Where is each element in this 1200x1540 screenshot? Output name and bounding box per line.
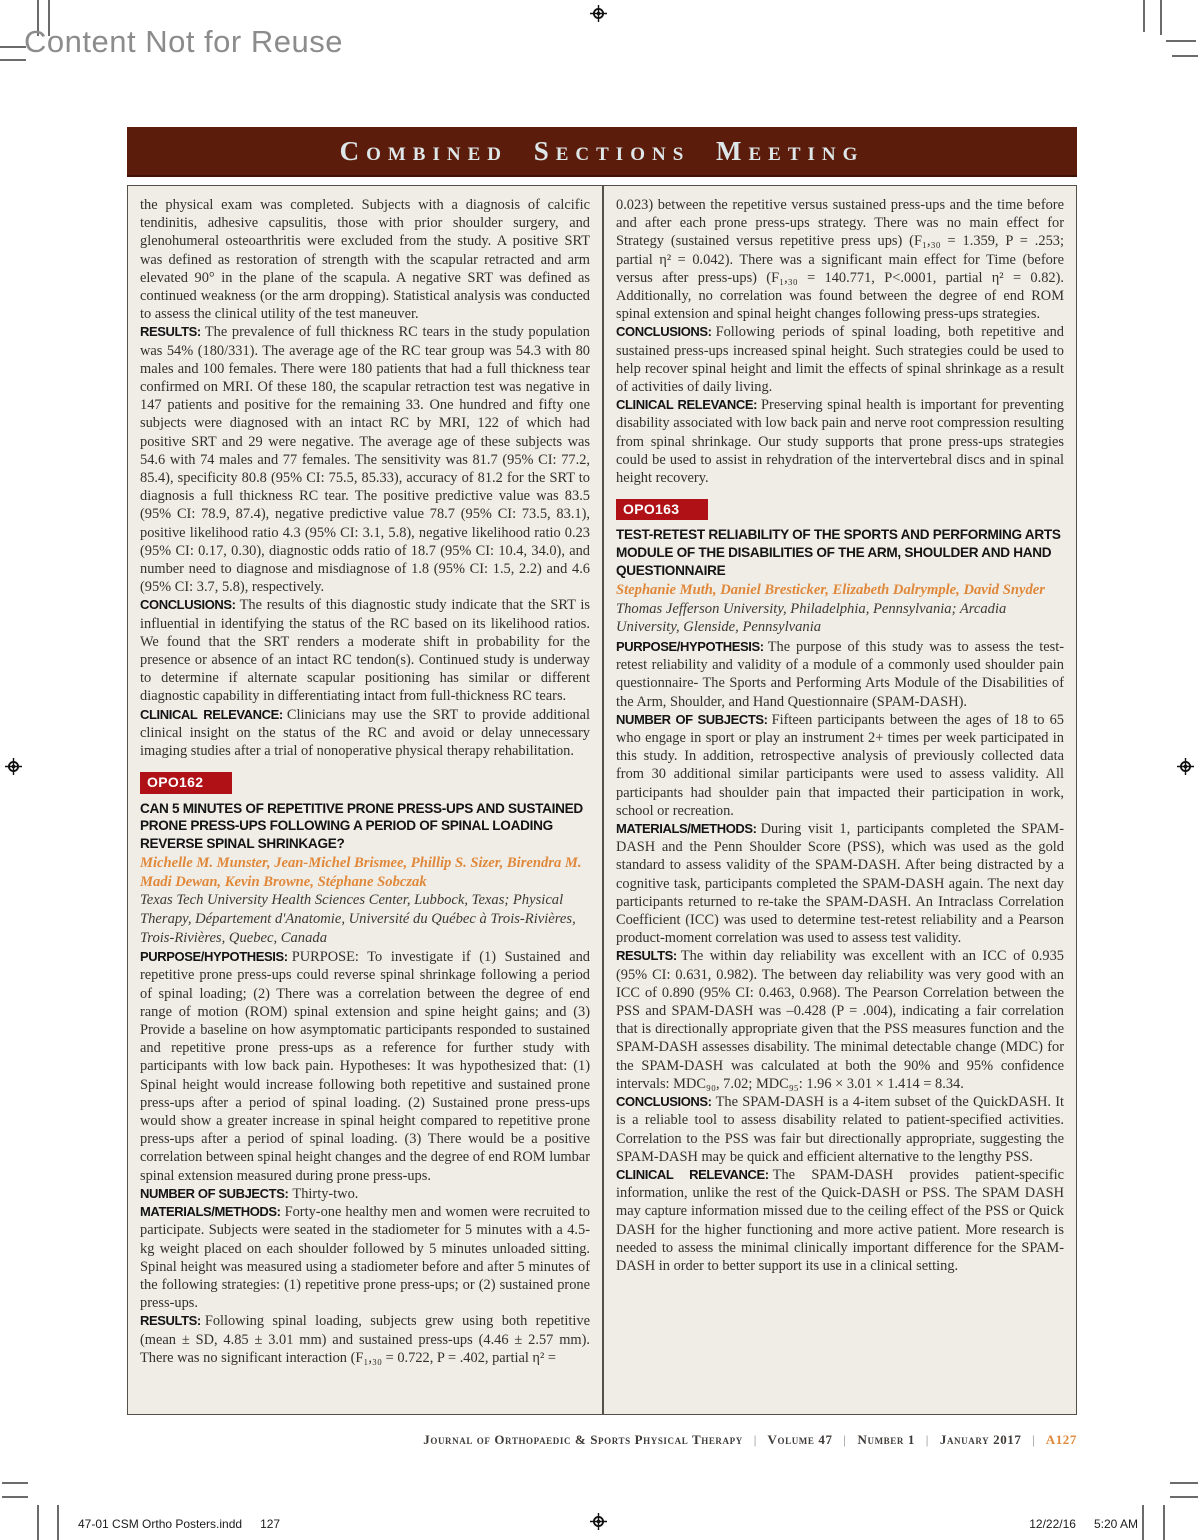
slug-filename-text: 47-01 CSM Ortho Posters.indd bbox=[78, 1517, 243, 1531]
paragraph-text: Following periods of spinal loading, both repetitive and sustained press-ups increased spinal height. Such strategies could be used to help recover spinal height and limit the effects of spinal shrinkage as a result of activities of daily living. bbox=[616, 324, 1064, 396]
footer-separator: | bbox=[843, 1432, 847, 1447]
paragraph-text: Fifteen participants between the ages of 18 to 65 who engage in sport or play an instrument 2+ times per week participated in this study. In addition, retrospective analysis of previously collected data from 30 additional similar participants were used to assess validity. All participants had shoulder pain that impacted their participation in work, school or recreation. bbox=[616, 711, 1064, 819]
conclusions-paragraph bbox=[616, 1093, 1064, 1166]
paragraph-text: Thirty-two. bbox=[292, 1185, 359, 1202]
clinical-relevance-paragraph bbox=[616, 396, 1064, 487]
section-label: NUMBER OF SUBJECTS: bbox=[616, 711, 768, 727]
paragraph-text: Forty-one healthy men and women were recruited to participate. Subjects were seated in the stadiometer for 5 minutes with a 4.5-kg weight placed on each shoulder followed by 5 minutes unloaded sitting. Spinal height was measured using a stadiometer before and after 5 minutes of the following strategies: (1) repetitive prone press-ups; or (2) sustained prone press-ups. bbox=[140, 1204, 590, 1312]
paragraph-text: The results of this diagnostic study indicate that the SRT is influential in identifying the status of the RC based on its likelihood ratios. We found that the SRT renders a moderate shift in probability for the presence or absence of an intact RC tendon(s). Continued study is underway to determine if alternate scapular positioning has similar or different diagnostic capability in differentiating intact from full-thickness RC tears. bbox=[140, 597, 590, 705]
footer-separator: | bbox=[925, 1432, 929, 1447]
journal-footer bbox=[423, 1432, 1077, 1448]
paragraph-text: The SPAM-DASH is a 4-item subset of the QuickDASH. It is a reliable tool to assess disability related to patient-specified activities. Correlation to the PSS was fair but directionally appropriate, suggesting the SPAM-DASH may be quick and efficient alternative to the lengthy PSS. bbox=[616, 1094, 1064, 1165]
crop-mark bbox=[1160, 0, 1162, 35]
footer-separator: | bbox=[1032, 1432, 1036, 1447]
paragraph-text: The prevalence of full thickness RC tears in the study population was 54% (180/331). The average age of the RC tear group was 54.3 with 80 males and 100 females. There were 180 patients that had a full thickness tear confirmed on MRI. Of these 180, the scapular retraction test was negative in 147 patients and positive for the remaining 33. One hundred and fifty one subjects were diagnosed with an intact RC by MRI, 122 of which had positive SRT and 29 were negative. The average age of these subjects was 54.6 with 74 males and 77 females. The sensitivity was 81.7 (95% CI: 77.2, 85.4), specificity 80.8 (95% CI: 75.5, 85.33), accuracy of 81.2 for the SRT to diagnosis a full thickness RC tear. The positive predictive value was 83.5 (95% CI: 78.9, 87.4), negative predictive value 78.7 (95% CI: 73.5, 83.1), positive likelihood ratio 4.3 (95% CI: 3.1, 5.8), negative likelihood ratio 0.23 (95% CI: 0.17, 0.30), diagnostic odds ratio of 18.7 (95% CI: 10.4, 34.0), and number need to diagnose and misdiagnose of 1.8 (95% CI: 1.5, 2.2) and 4.6 (95% CI: 3.7, 5.8), respectively. bbox=[140, 324, 590, 596]
section-label: CONCLUSIONS: bbox=[616, 324, 712, 340]
conclusions-paragraph bbox=[140, 596, 590, 705]
footer-page-number: A127 bbox=[1045, 1432, 1077, 1447]
abstract-affiliation: Texas Tech University Health Sciences Center, Lubbock, Texas; Physical Therapy, Département d'Anatomie, Université du Québec à Trois-Rivières, Trois-Rivières, Quebec, Canada bbox=[140, 892, 576, 946]
section-label: CLINICAL RELEVANCE: bbox=[616, 397, 758, 413]
abstracts-content-box bbox=[127, 185, 1077, 1415]
abstract-title: CAN 5 MINUTES OF REPETITIVE PRONE PRESS-UPS AND SUSTAINED PRONE PRESS-UPS FOLLOWING A PERIOD OF SPINAL LOADING REVERSE SPINAL SHRINKAGE? bbox=[140, 800, 583, 851]
crop-mark bbox=[1170, 1482, 1198, 1484]
registration-mark-icon bbox=[590, 1513, 607, 1530]
abstract-continuation-paragraph bbox=[140, 196, 590, 323]
crop-mark bbox=[2, 1482, 28, 1484]
subjects-paragraph bbox=[140, 1185, 590, 1203]
registration-mark-icon bbox=[5, 758, 22, 775]
paragraph-text: Clinicians may use the SRT to provide additional clinical insight on the status of the RC and avoid or delay unnecessary imaging studies after a trial of nonoperative physical therapy rehabilitation. bbox=[140, 706, 590, 760]
crop-mark bbox=[1142, 1505, 1144, 1540]
abstract-id-badge: OPO163 bbox=[616, 499, 708, 520]
section-label: RESULTS: bbox=[616, 948, 677, 964]
conclusions-paragraph bbox=[616, 323, 1064, 396]
methods-paragraph bbox=[616, 820, 1064, 947]
section-label: CONCLUSIONS: bbox=[140, 597, 236, 613]
crop-mark bbox=[57, 1505, 59, 1540]
clinical-relevance-paragraph bbox=[140, 706, 590, 761]
paragraph-text: PURPOSE: To investigate if (1) Sustained and repetitive prone press-ups could reverse spinal shrinkage following a period of spinal loading; (2) There was a correlation between the degree of end range of motion (ROM) spinal extension and spine height gains; and (3) Provide a baseline on how asymptomatic participants responded to sustained and repetitive prone press-ups as a reference for further study with participants with low back pain. Hypotheses: It was hypothesized that: (1) Spinal height would increase following both repetitive and sustained prone press-ups after a period of spinal loading. (2) Sustained prone press-ups would show a greater increase in spinal height compared to repetitive prone press-ups after a period of spinal loading. (3) There would be a positive correlation between spinal height changes and the degree of end ROM lumbar spinal extension measured during prone press-ups. bbox=[140, 949, 590, 1184]
section-label: NUMBER OF SUBJECTS: bbox=[140, 1185, 289, 1201]
footer-journal-name: Journal of Orthopaedic & Sports Physical Therapy bbox=[423, 1432, 743, 1447]
footer-date: January 2017 bbox=[939, 1432, 1022, 1447]
section-label: RESULTS: bbox=[140, 1313, 201, 1329]
section-label: PURPOSE/HYPOTHESIS: bbox=[616, 639, 764, 655]
abstract-authors: Stephanie Muth, Daniel Bresticker, Elizabeth Dalrymple, David Snyder bbox=[616, 582, 1045, 599]
paragraph-text: The within day reliability was excellent with an ICC of 0.935 (95% CI: 0.631, 0.982). The between day reliability was very good with an ICC of 0.890 (95% CI: 0.463, 0.968). The Pearson Correlation between the PSS and SPAM-DASH was –0.428 (P = .004), indicating a fair correlation that is directionally appropriate given that the PSS measures function and the SPAM-DASH assesses disability. The minimal detectable change (MDC) for the SPAM-DASH was calculated at both the 90% and 95% confidence intervals: MDC₉₀, 7.02; MDC₉₅: 1.96 × 3.01 × 1.414 = 8.34. bbox=[616, 948, 1064, 1092]
section-label: MATERIALS/METHODS: bbox=[140, 1204, 281, 1220]
subjects-paragraph bbox=[616, 711, 1064, 820]
paragraph-text: During visit 1, participants completed the SPAM-DASH and the Penn Shoulder Score (PSS), which was used as the gold standard to assess validity of the SPAM-DASH. After being distracted by a cognitive task, participants completed the SPAM-DASH again. The next day participants returned to re-take the SPAM-DASH. An Intraclass Correlation Coefficient (ICC) was used to determine test-retest reliability and a Pearson product-moment correlation was used to assess test validity. bbox=[616, 821, 1064, 947]
results-paragraph bbox=[140, 323, 590, 596]
paragraph-text: The SPAM-DASH provides patient-specific information, unlike the rest of the Quick-DASH or PSS. The SPAM DASH may capture information missed due to the ceiling effect of the PSS or Quick DASH for the higher functioning and more active patient. More research is needed to assess the minimal clinically important difference for the SPAM-DASH in order to better support its use in a clinical setting. bbox=[616, 1166, 1064, 1274]
crop-mark bbox=[1143, 0, 1145, 32]
crop-mark bbox=[1166, 40, 1196, 42]
section-banner bbox=[127, 127, 1077, 177]
clinical-relevance-paragraph bbox=[616, 1166, 1064, 1275]
purpose-paragraph bbox=[140, 948, 590, 1185]
methods-paragraph bbox=[140, 1203, 590, 1312]
section-label: CLINICAL RELEVANCE: bbox=[140, 706, 283, 722]
results-paragraph bbox=[616, 947, 1064, 1093]
abstract-title: TEST-RETEST RELIABILITY OF THE SPORTS AND PERFORMING ARTS MODULE OF THE DISABILITIES OF THE ARM, SHOULDER AND HAND QUESTIONNAIRE bbox=[616, 527, 1061, 578]
footer-separator: | bbox=[753, 1432, 757, 1447]
section-label: CONCLUSIONS: bbox=[616, 1094, 712, 1110]
registration-mark-icon bbox=[590, 5, 607, 22]
print-slug-filename bbox=[78, 1517, 280, 1531]
watermark-text: Content Not for Reuse bbox=[24, 24, 343, 59]
paragraph-text: the physical exam was completed. Subjects with a diagnosis of calcific tendinitis, adhesive capsulitis, those with prior shoulder surgery, and glenohumeral osteoarthritis were excluded from the study. A positive SRT was defined as restoration of strength with the scapular retracted and arm elevated 90° in the plane of the scapula. A negative SRT was defined as continued weakness (or the arm dropping). Statistical analysis was conducted to assess the clinical utility of the test maneuver. bbox=[140, 197, 590, 323]
crop-mark bbox=[1163, 1505, 1165, 1540]
crop-mark bbox=[0, 46, 26, 48]
slug-date: 12/22/16 bbox=[1029, 1517, 1076, 1531]
abstract-id-badge: OPO162 bbox=[140, 772, 232, 793]
paragraph-text: The purpose of this study was to assess the test-retest reliability and validity of a module of a commonly used shoulder pain questionnaire- The Sports and Performing Arts Module of the Disabilities of the Arm, Shoulder, and Hand Questionnaire (SPAM-DASH). bbox=[616, 639, 1064, 710]
banner-title: Combined Sections Meeting bbox=[339, 135, 865, 166]
registration-mark-icon bbox=[1177, 758, 1194, 775]
slug-page-number: 127 bbox=[260, 1517, 281, 1531]
section-label: PURPOSE/HYPOTHESIS: bbox=[140, 949, 288, 965]
crop-mark bbox=[37, 1505, 39, 1540]
abstract-affiliation: Thomas Jefferson University, Philadelphia, Pennsylvania; Arcadia University, Glenside, Pennsylvania bbox=[616, 600, 1007, 636]
paragraph-text: Following spinal loading, subjects grew using both repetitive (mean ± SD, 4.85 ± 3.01 mm) and sustained press-ups (4.46 ± 2.57 mm). There was no significant interaction (F₁,₃₀ = 0.722, P = .402, partial η² = bbox=[140, 1313, 590, 1366]
column-right bbox=[602, 186, 1076, 1414]
purpose-paragraph bbox=[616, 638, 1064, 711]
slug-time: 5:20 AM bbox=[1093, 1517, 1138, 1531]
column-left bbox=[128, 186, 602, 1414]
crop-mark bbox=[0, 59, 26, 61]
section-label: CLINICAL RELEVANCE: bbox=[616, 1166, 769, 1182]
footer-number: Number 1 bbox=[857, 1432, 915, 1447]
footer-volume: Volume 47 bbox=[767, 1432, 833, 1447]
abstract-authors: Michelle M. Munster, Jean-Michel Brismee, Phillip S. Sizer, Birendra M. Madi Dewan, Kevin Browne, Stéphane Sobczak bbox=[140, 855, 582, 890]
crop-mark bbox=[2, 1496, 28, 1498]
paragraph-text: Preserving spinal health is important for preventing disability associated with low back pain and nerve root compression resulting from spinal shrinkage. Our study supports that prone press-ups strategies could be used to assist in rehydration of the intervertebral discs and in spinal height recovery. bbox=[616, 397, 1064, 487]
crop-mark bbox=[1172, 55, 1198, 57]
crop-mark bbox=[1170, 1496, 1198, 1498]
print-slug-timestamp bbox=[1029, 1517, 1138, 1531]
results-paragraph bbox=[140, 1312, 590, 1367]
paragraph-text: 0.023) between the repetitive versus sustained press-ups and the time before and after each prone press-ups strategy. There was no main effect for Strategy (sustained versus repetitive press ups) (F₁,₃₀ = 1.359, P = .253; partial η² = 0.042). There was a significant main effect for Time (before versus after press-ups) (F₁,₃₀ = 140.771, P<.0001, partial η² = 0.82). Additionally, no correlation was found between the degree of end ROM spinal extension and spinal height changes following press-ups strategies. bbox=[616, 197, 1064, 323]
abstract-continuation-paragraph bbox=[616, 196, 1064, 323]
section-label: MATERIALS/METHODS: bbox=[616, 821, 757, 837]
section-label: RESULTS: bbox=[140, 324, 201, 340]
